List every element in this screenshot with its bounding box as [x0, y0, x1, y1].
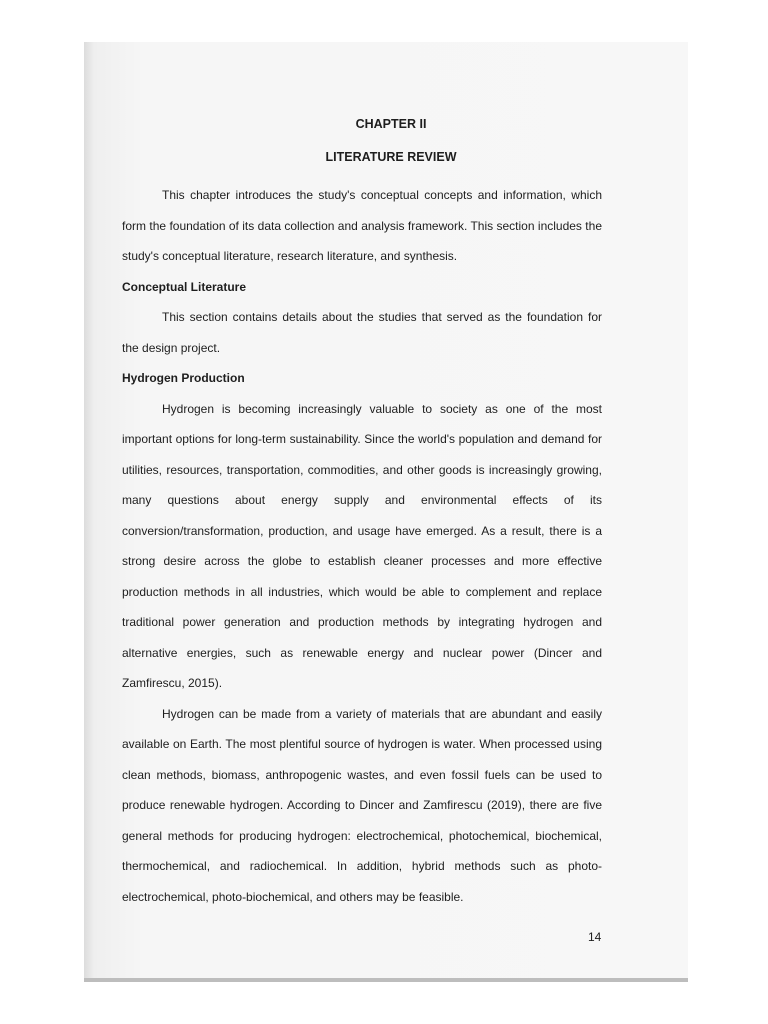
page-title: LITERATURE REVIEW — [325, 150, 457, 164]
heading-hydrogen-production: Hydrogen Production — [122, 371, 245, 385]
document-page — [84, 42, 688, 982]
heading-conceptual-literature: Conceptual Literature — [122, 279, 247, 294]
paper-edge — [84, 978, 688, 982]
page-number: 14 — [588, 930, 602, 944]
hydrogen-paragraph-1: Hydrogen is becoming increasingly valuable to society as one of the most important options for long-term sustainability. Since the world's population and demand for utilities, resources, transportation, commodities, and other goods is increasingly growing, many questions about energy supply and environmental effects of its conversion/transformation, production, and usage have emerged. As a result, there is a strong desire across the globe to establish cleaner processes and more effective production methods in all industries, which would be able to complement and replace traditional power generation and production methods by integrating hydrogen and alternative energies, such as renewable energy and nuclear power (Dincer and Zamfirescu, 2015). — [122, 401, 602, 690]
chapter-heading: CHAPTER II — [355, 117, 427, 131]
hydrogen-paragraph-2: Hydrogen can be made from a variety of materials that are abundant and easily available on Earth. The most plentiful source of hydrogen is water. When processed using clean methods, biomass, anthropogenic wastes, and even fossil fuels can be used to produce renewable hydrogen. According to Dincer and Zamfirescu (2019), there are five general methods for producing hydrogen: electrochemical, photochemical, biochemical, thermochemical, and radiochemical. In addition, hybrid methods such as photo-electrochemical, photo-biochemical, and others may be feasible. — [122, 706, 602, 904]
conceptual-paragraph: This section contains details about the studies that served as the foundation for the design project. — [122, 310, 602, 355]
intro-paragraph: This chapter introduces the study's conceptual concepts and information, which form the foundation of its data collection and analysis framework. This section includes the study's conceptual literature, research literature, and synthesis. — [122, 188, 602, 263]
page-body — [122, 116, 602, 912]
